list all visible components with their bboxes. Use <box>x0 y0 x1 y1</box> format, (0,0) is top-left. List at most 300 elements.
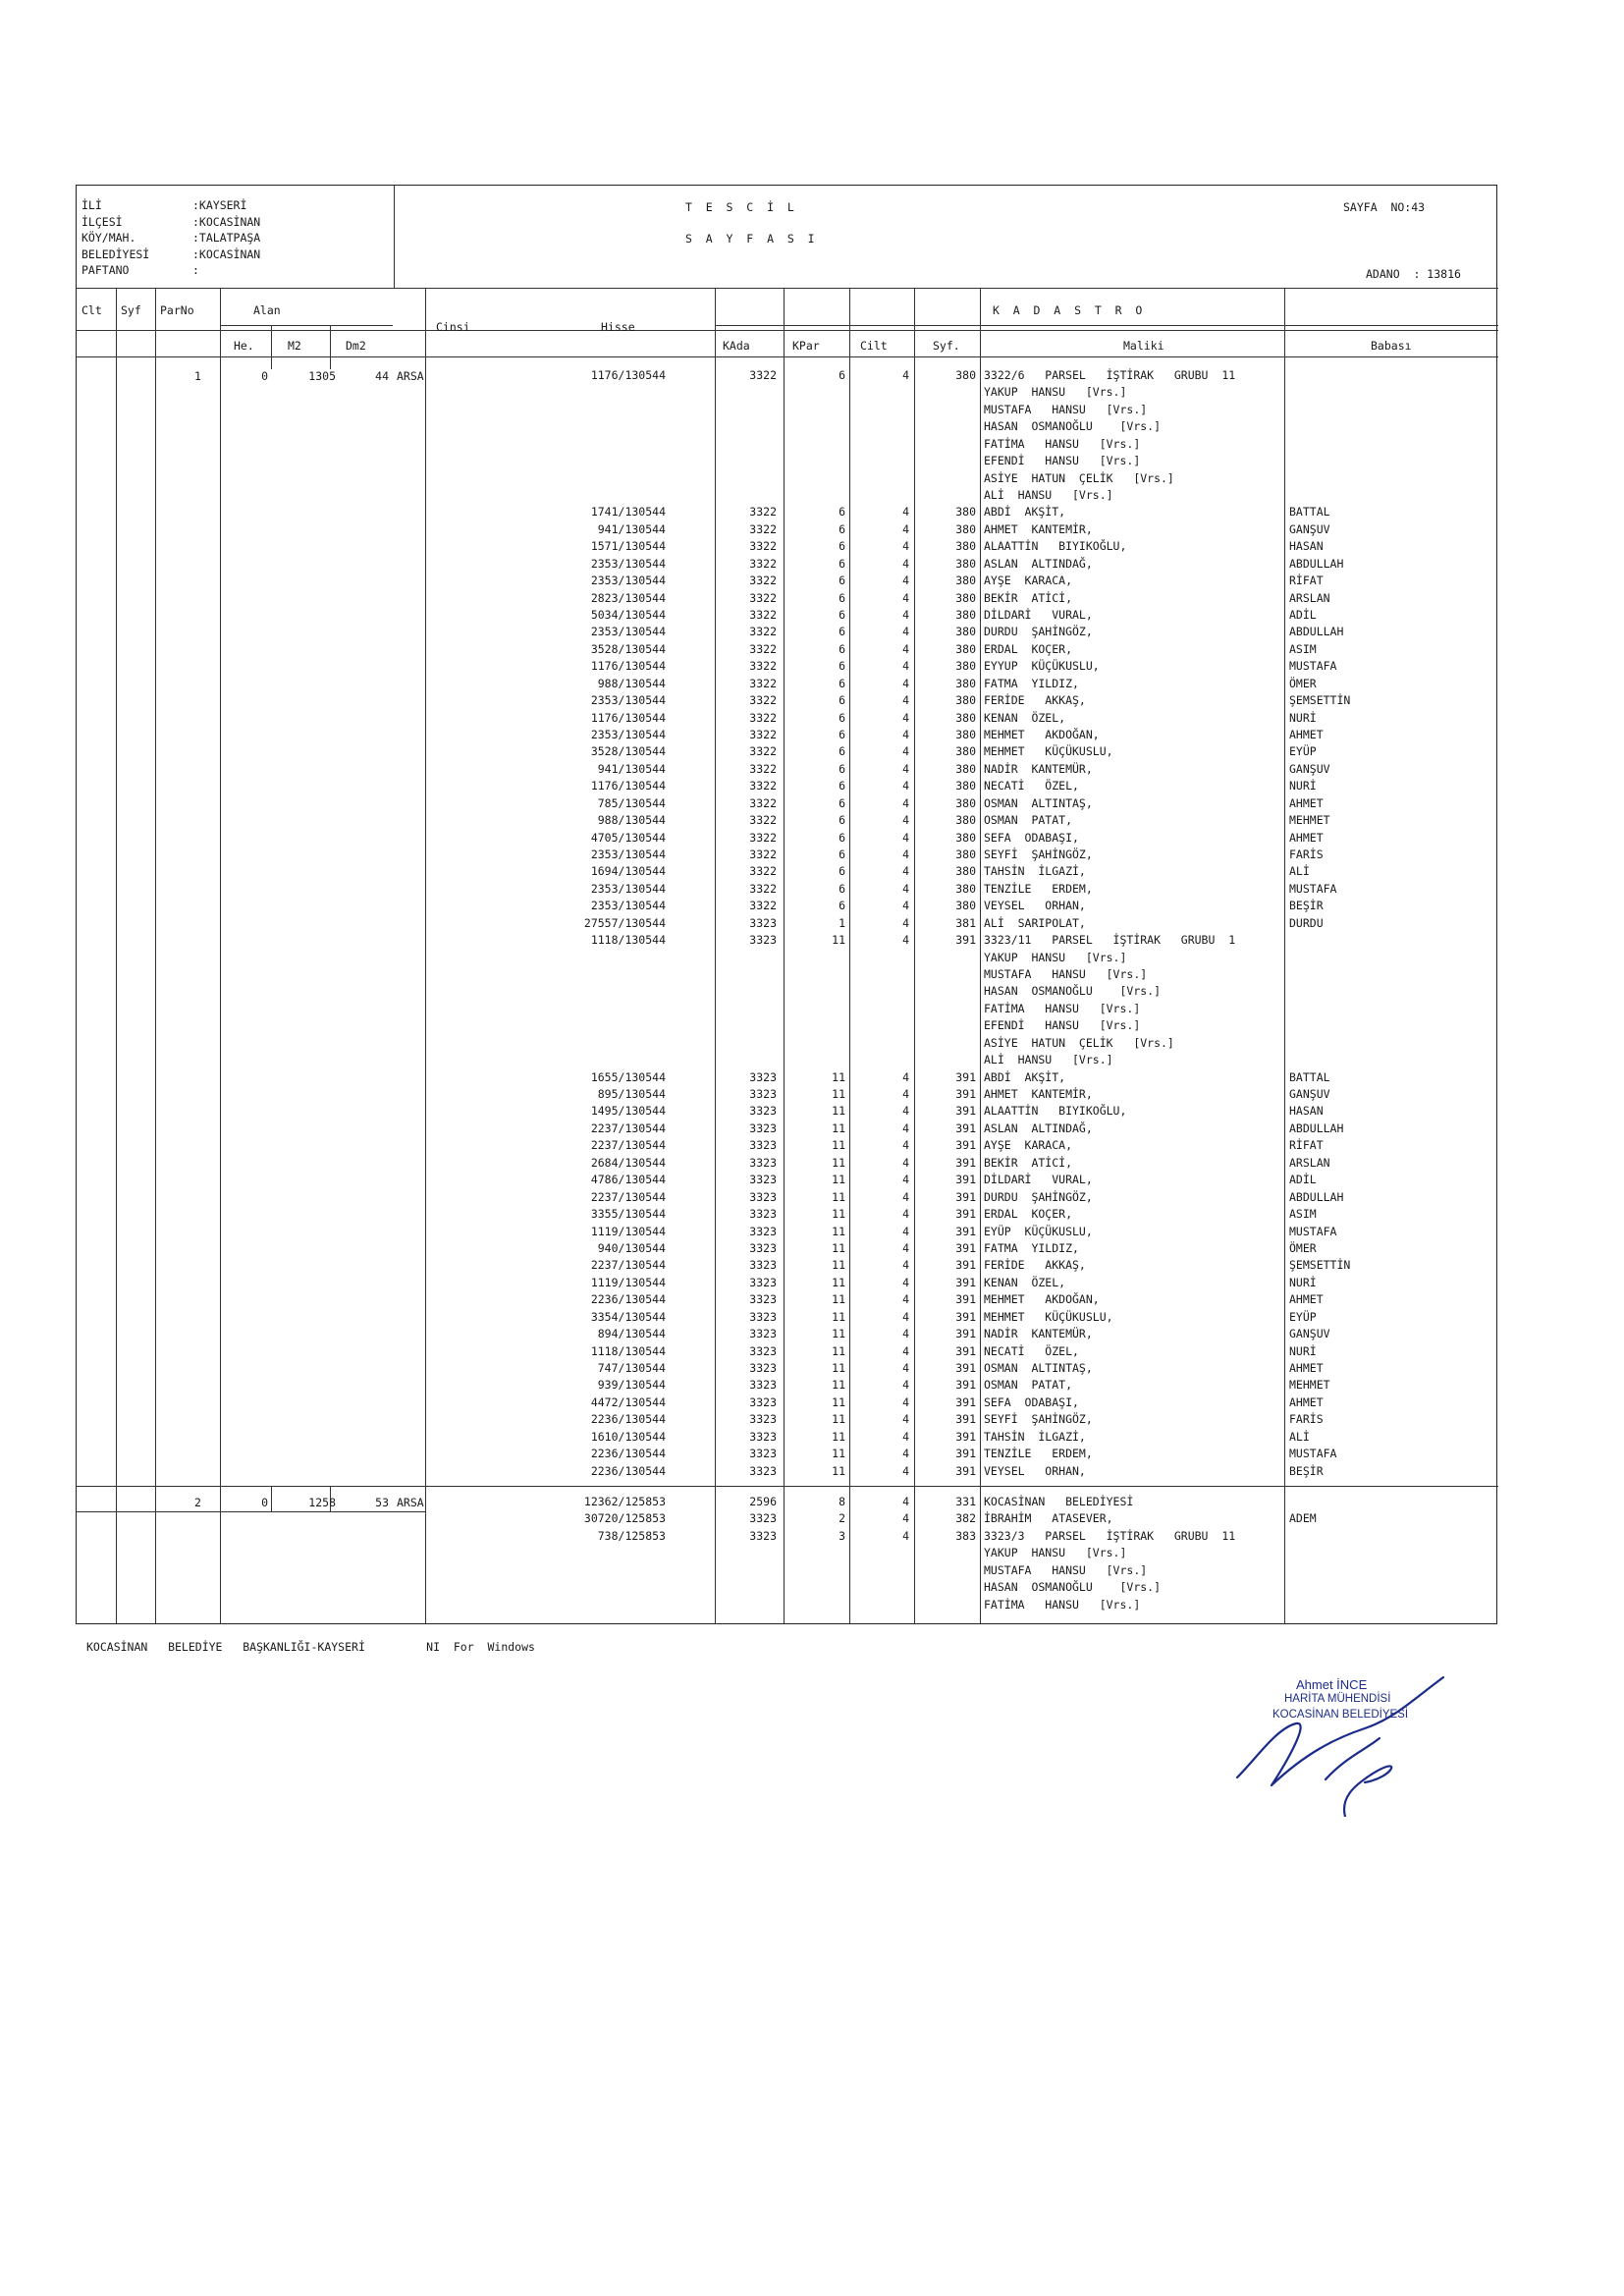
syf-cell: 380 <box>955 521 976 536</box>
cilt-cell: 4 <box>902 539 909 554</box>
kada-cell: 3323 <box>749 1189 777 1204</box>
hisse-cell: 1741/130544 <box>590 505 666 519</box>
maliki-cell: MUSTAFA HANSU [Vrs.] <box>984 967 1148 982</box>
maliki-cell: VEYSEL ORHAN, <box>984 899 1086 913</box>
babasi-cell: ŞEMSETTİN <box>1289 1258 1351 1273</box>
cilt-cell: 4 <box>902 1360 909 1375</box>
maliki-cell: KENAN ÖZEL, <box>984 1275 1066 1289</box>
kada-cell: 3322 <box>749 744 777 759</box>
title-tescil: T E S C İ L <box>685 200 794 214</box>
syf-cell: 380 <box>955 641 976 656</box>
signature-stamp <box>1218 1669 1473 1817</box>
col-cinsi: Cinsi <box>436 320 470 334</box>
kada-cell: 3322 <box>749 659 777 674</box>
babasi-cell: ASIM <box>1289 1207 1317 1222</box>
babasi-cell: RİFAT <box>1289 1138 1324 1153</box>
cilt-cell: 4 <box>902 728 909 742</box>
maliki-cell: DİLDARİ VURAL, <box>984 1173 1093 1187</box>
kada-cell: 3323 <box>749 1240 777 1255</box>
maliki-cell: OSMAN ALTINTAŞ, <box>984 795 1093 810</box>
table-row <box>77 932 1498 949</box>
maliki-cell: SEYFİ ŞAHİNGÖZ, <box>984 1412 1093 1427</box>
table-row <box>77 658 1498 675</box>
babasi-cell: MUSTAFA <box>1289 881 1337 896</box>
kpar-cell: 11 <box>832 1343 845 1358</box>
kpar-cell: 6 <box>839 574 845 588</box>
maliki-cell: ASİYE HATUN ÇELİK [Vrs.] <box>984 1035 1174 1050</box>
location-value: : <box>192 263 199 277</box>
maliki-cell: MEHMET AKDOĞAN, <box>984 1292 1100 1307</box>
kpar-cell: 6 <box>839 505 845 519</box>
syf-cell: 380 <box>955 813 976 828</box>
cilt-cell: 4 <box>902 1138 909 1153</box>
hisse-cell: 1610/130544 <box>590 1429 666 1444</box>
babasi-cell: ÖMER <box>1289 676 1317 690</box>
location-value: :KOCASİNAN <box>192 246 261 261</box>
cilt-cell: 4 <box>902 1275 909 1289</box>
kada-cell: 3323 <box>749 1207 777 1222</box>
table-row <box>77 795 1498 812</box>
cilt-cell: 4 <box>902 1258 909 1273</box>
col-cilt: Cilt <box>860 339 888 353</box>
syf-cell: 380 <box>955 608 976 623</box>
hisse-cell: 2823/130544 <box>590 590 666 605</box>
table-row <box>77 966 1498 983</box>
syf-cell: 391 <box>955 1463 976 1478</box>
kada-cell: 3322 <box>749 521 777 536</box>
parcel1-m2: 1305 <box>308 369 336 383</box>
babasi-cell: RİFAT <box>1289 574 1324 588</box>
syf-cell: 380 <box>955 847 976 862</box>
hisse-cell: 1176/130544 <box>590 779 666 793</box>
hisse-cell: 939/130544 <box>597 1378 666 1393</box>
hisse-cell: 894/130544 <box>597 1327 666 1341</box>
hisse-cell: 941/130544 <box>597 521 666 536</box>
maliki-cell: İBRAHİM ATASEVER, <box>984 1511 1113 1526</box>
syf-cell: 391 <box>955 1343 976 1358</box>
babasi-cell: ADEM <box>1289 1511 1317 1526</box>
kada-cell: 3323 <box>749 1463 777 1478</box>
hisse-cell: 1571/130544 <box>590 539 666 554</box>
kada-cell: 3322 <box>749 693 777 708</box>
kada-cell: 3323 <box>749 1155 777 1170</box>
kada-cell: 3322 <box>749 779 777 793</box>
kpar-cell: 6 <box>839 881 845 896</box>
alan-sub-divider <box>220 325 393 326</box>
kpar-cell: 6 <box>839 608 845 623</box>
kada-cell: 3322 <box>749 608 777 623</box>
cilt-cell: 4 <box>902 1155 909 1170</box>
table-row <box>77 1343 1498 1360</box>
table-row <box>77 1224 1498 1240</box>
kpar-cell: 11 <box>832 1224 845 1238</box>
kpar-cell: 6 <box>839 847 845 862</box>
cilt-cell: 4 <box>902 710 909 725</box>
table-row <box>77 1035 1498 1052</box>
babasi-cell: AHMET <box>1289 1292 1324 1307</box>
kpar-cell: 11 <box>832 1292 845 1307</box>
maliki-cell: ALİ HANSU [Vrs.] <box>984 1053 1113 1067</box>
table-row <box>77 1189 1498 1206</box>
kada-cell: 3323 <box>749 1378 777 1393</box>
syf-cell: 391 <box>955 1412 976 1427</box>
kpar-cell: 11 <box>832 1138 845 1153</box>
cilt-cell: 4 <box>902 368 909 382</box>
kada-cell: 3322 <box>749 368 777 382</box>
babasi-cell: ARSLAN <box>1289 590 1330 605</box>
hisse-cell: 1655/130544 <box>590 1069 666 1084</box>
kada-cell: 3323 <box>749 1087 777 1102</box>
kada-cell: 3323 <box>749 1275 777 1289</box>
cilt-cell: 4 <box>902 590 909 605</box>
kada-cell: 3322 <box>749 676 777 690</box>
table-row <box>77 898 1498 914</box>
syf-cell: 380 <box>955 368 976 382</box>
hisse-cell: 895/130544 <box>597 1087 666 1102</box>
table-row <box>77 915 1498 932</box>
kada-cell: 3322 <box>749 899 777 913</box>
syf-cell: 391 <box>955 1378 976 1393</box>
kpar-cell: 11 <box>832 1240 845 1255</box>
syf-cell: 391 <box>955 1327 976 1341</box>
kada-cell: 3323 <box>749 1292 777 1307</box>
maliki-cell: SEFA ODABAŞI, <box>984 1394 1079 1409</box>
table-row <box>77 1394 1498 1411</box>
maliki-cell: ERDAL KOÇER, <box>984 1207 1073 1222</box>
table-row <box>77 367 1498 384</box>
maliki-cell: TENZİLE ERDEM, <box>984 881 1093 896</box>
babasi-cell: DURDU <box>1289 915 1324 930</box>
kada-cell: 3322 <box>749 556 777 571</box>
kada-cell: 3322 <box>749 590 777 605</box>
table-row <box>77 556 1498 573</box>
col-kpar: KPar <box>792 339 820 353</box>
babasi-cell: BEŞİR <box>1289 1463 1324 1478</box>
location-value: :KOCASİNAN <box>192 214 261 229</box>
cilt-cell: 4 <box>902 881 909 896</box>
maliki-cell: NECATİ ÖZEL, <box>984 1343 1079 1358</box>
cilt-cell: 4 <box>902 915 909 930</box>
table-row <box>77 504 1498 520</box>
babasi-cell: GANŞUV <box>1289 1087 1330 1102</box>
cilt-cell: 4 <box>902 641 909 656</box>
kada-cell: 3322 <box>749 505 777 519</box>
maliki-cell: OSMAN PATAT, <box>984 813 1073 828</box>
table-row <box>77 418 1498 435</box>
babasi-cell: BEŞİR <box>1289 899 1324 913</box>
table-row <box>77 1017 1498 1034</box>
kpar-cell: 11 <box>832 1327 845 1341</box>
kada-cell: 3322 <box>749 847 777 862</box>
syf-cell: 391 <box>955 1224 976 1238</box>
cilt-cell: 4 <box>902 1429 909 1444</box>
kada-cell: 3322 <box>749 641 777 656</box>
table-row <box>77 1275 1498 1291</box>
col-m2: M2 <box>288 339 301 353</box>
table-row <box>77 1069 1498 1086</box>
maliki-cell: ALAATTİN BIYIKOĞLU, <box>984 1104 1127 1119</box>
kpar-cell: 6 <box>839 659 845 674</box>
kada-cell: 3322 <box>749 728 777 742</box>
cilt-cell: 4 <box>902 693 909 708</box>
table-row <box>77 1257 1498 1274</box>
babasi-cell: ADİL <box>1289 1173 1317 1187</box>
hisse-cell: 2237/130544 <box>590 1138 666 1153</box>
maliki-cell: MUSTAFA HANSU [Vrs.] <box>984 402 1148 416</box>
hisse-cell: 1176/130544 <box>590 659 666 674</box>
table-row <box>77 863 1498 880</box>
kpar-cell: 6 <box>839 590 845 605</box>
hisse-cell: 2236/130544 <box>590 1447 666 1461</box>
table-row <box>77 881 1498 898</box>
maliki-cell: NADİR KANTEMÜR, <box>984 761 1093 776</box>
cilt-cell: 4 <box>902 1309 909 1324</box>
hisse-cell: 1495/130544 <box>590 1104 666 1119</box>
maliki-cell: HASAN OSMANOĞLU [Vrs.] <box>984 1580 1162 1595</box>
col-parno: ParNo <box>160 303 194 317</box>
maliki-cell: EYÜP KÜÇÜKUSLU, <box>984 1224 1093 1238</box>
cilt-cell: 4 <box>902 899 909 913</box>
syf-cell: 383 <box>955 1528 976 1543</box>
kpar-cell: 11 <box>832 1275 845 1289</box>
cilt-cell: 4 <box>902 1207 909 1222</box>
maliki-cell: YAKUP HANSU [Vrs.] <box>984 385 1127 400</box>
babasi-cell: ABDULLAH <box>1289 625 1344 639</box>
kpar-cell: 6 <box>839 625 845 639</box>
table-row <box>77 487 1498 504</box>
hisse-cell: 785/130544 <box>597 795 666 810</box>
hisse-cell: 2236/130544 <box>590 1412 666 1427</box>
syf-cell: 380 <box>955 710 976 725</box>
babasi-cell: EYÜP <box>1289 1309 1317 1324</box>
hisse-cell: 4705/130544 <box>590 830 666 845</box>
kpar-cell: 8 <box>839 1495 845 1508</box>
maliki-cell: NADİR KANTEMÜR, <box>984 1327 1093 1341</box>
cilt-cell: 4 <box>902 521 909 536</box>
kpar-cell: 11 <box>832 1207 845 1222</box>
babasi-cell: ASIM <box>1289 641 1317 656</box>
cilt-cell: 4 <box>902 608 909 623</box>
parcel-divider <box>77 1486 1498 1487</box>
kpar-cell: 11 <box>832 1447 845 1461</box>
syf-cell: 391 <box>955 1121 976 1135</box>
syf-cell: 380 <box>955 899 976 913</box>
table-row <box>77 692 1498 709</box>
column-line <box>330 325 331 369</box>
babasi-cell: NURİ <box>1289 710 1317 725</box>
hisse-cell: 3528/130544 <box>590 744 666 759</box>
table-row <box>77 402 1498 418</box>
table-row <box>77 641 1498 658</box>
syf-cell: 391 <box>955 1309 976 1324</box>
ada-number: ADANO : 13816 <box>1366 267 1461 281</box>
col-kada: KAda <box>723 339 750 353</box>
cilt-cell: 4 <box>902 1412 909 1427</box>
maliki-cell: VEYSEL ORHAN, <box>984 1463 1086 1478</box>
kpar-cell: 11 <box>832 1121 845 1135</box>
babasi-cell: AHMET <box>1289 1394 1324 1409</box>
syf-cell: 391 <box>955 1069 976 1084</box>
syf-cell: 391 <box>955 1360 976 1375</box>
table-row <box>77 1206 1498 1223</box>
syf-cell: 391 <box>955 1258 976 1273</box>
table-row <box>77 1545 1498 1561</box>
kada-cell: 3323 <box>749 1528 777 1543</box>
syf-cell: 380 <box>955 779 976 793</box>
maliki-cell: KOCASİNAN BELEDİYESİ <box>984 1495 1134 1508</box>
cilt-cell: 4 <box>902 1511 909 1526</box>
table-row <box>77 1309 1498 1326</box>
maliki-cell: ERDAL KOÇER, <box>984 641 1073 656</box>
kada-cell: 3322 <box>749 539 777 554</box>
cilt-cell: 4 <box>902 659 909 674</box>
maliki-cell: TAHSİN İLGAZİ, <box>984 864 1086 879</box>
parcel2-he: 0 <box>261 1496 268 1509</box>
location-label: KÖY/MAH. <box>81 231 136 245</box>
maliki-cell: KENAN ÖZEL, <box>984 710 1066 725</box>
kada-cell: 3323 <box>749 1327 777 1341</box>
babasi-cell: ŞEMSETTİN <box>1289 693 1351 708</box>
col-syf2: Syf. <box>933 339 960 353</box>
babasi-cell: MEHMET <box>1289 813 1330 828</box>
maliki-cell: OSMAN PATAT, <box>984 1378 1073 1393</box>
stamp-title: HARİTA MÜHENDİSİ <box>1284 1693 1391 1705</box>
maliki-cell: ASLAN ALTINDAĞ, <box>984 1121 1093 1135</box>
babasi-cell: NURİ <box>1289 779 1317 793</box>
kada-cell: 3322 <box>749 864 777 879</box>
cilt-cell: 4 <box>902 795 909 810</box>
hisse-cell: 1694/130544 <box>590 864 666 879</box>
maliki-cell: 3323/11 PARSEL İŞTİRAK GRUBU 1 <box>984 933 1236 948</box>
col-syf: Syf <box>121 303 141 317</box>
table-row <box>77 830 1498 847</box>
kada-cell: 3323 <box>749 1258 777 1273</box>
col-dm2: Dm2 <box>346 339 366 353</box>
col-maliki: Maliki <box>1123 339 1164 353</box>
babasi-cell: ALİ <box>1289 1429 1310 1444</box>
babasi-cell: ABDULLAH <box>1289 1189 1344 1204</box>
table-row <box>77 590 1498 607</box>
hisse-cell: 988/130544 <box>597 813 666 828</box>
babasi-cell: BATTAL <box>1289 505 1330 519</box>
hisse-cell: 2237/130544 <box>590 1121 666 1135</box>
babasi-cell: ARSLAN <box>1289 1155 1330 1170</box>
kada-cell: 3322 <box>749 881 777 896</box>
kada-cell: 3323 <box>749 1394 777 1409</box>
table-row <box>77 1001 1498 1017</box>
babasi-cell: MUSTAFA <box>1289 1447 1337 1461</box>
babasi-cell: GANŞUV <box>1289 1327 1330 1341</box>
kada-cell: 3322 <box>749 813 777 828</box>
syf-cell: 380 <box>955 590 976 605</box>
kpar-cell: 11 <box>832 1155 845 1170</box>
syf-cell: 391 <box>955 933 976 948</box>
syf-cell: 391 <box>955 1104 976 1119</box>
hisse-cell: 4786/130544 <box>590 1173 666 1187</box>
hisse-cell: 940/130544 <box>597 1240 666 1255</box>
hisse-cell: 12362/125853 <box>583 1495 666 1508</box>
table-row <box>77 847 1498 863</box>
cilt-cell: 4 <box>902 761 909 776</box>
kada-cell: 3323 <box>749 1309 777 1324</box>
maliki-cell: NECATİ ÖZEL, <box>984 779 1079 793</box>
kpar-cell: 11 <box>832 1394 845 1409</box>
kpar-cell: 6 <box>839 864 845 879</box>
parcel2-dm2: 53 <box>375 1496 389 1509</box>
maliki-cell: YAKUP HANSU [Vrs.] <box>984 1546 1127 1560</box>
cilt-cell: 4 <box>902 676 909 690</box>
hisse-cell: 3528/130544 <box>590 641 666 656</box>
table-row <box>77 1137 1498 1154</box>
table-row <box>77 1240 1498 1257</box>
col-he: He. <box>234 339 254 353</box>
cilt-cell: 4 <box>902 1343 909 1358</box>
cilt-cell: 4 <box>902 574 909 588</box>
hisse-cell: 1118/130544 <box>590 933 666 948</box>
table-row <box>77 624 1498 640</box>
kada-cell: 3322 <box>749 710 777 725</box>
kpar-cell: 2 <box>839 1511 845 1526</box>
table-row <box>77 607 1498 624</box>
syf-cell: 331 <box>955 1495 976 1508</box>
maliki-cell: ALİ HANSU [Vrs.] <box>984 488 1113 502</box>
syf-cell: 380 <box>955 761 976 776</box>
kpar-cell: 11 <box>832 1189 845 1204</box>
maliki-cell: SEFA ODABAŞI, <box>984 830 1079 845</box>
table-row <box>77 1510 1498 1527</box>
cilt-cell: 4 <box>902 830 909 845</box>
hisse-cell: 1119/130544 <box>590 1224 666 1238</box>
hisse-cell: 747/130544 <box>597 1360 666 1375</box>
kada-cell: 3322 <box>749 795 777 810</box>
maliki-cell: TAHSİN İLGAZİ, <box>984 1429 1086 1444</box>
syf-cell: 391 <box>955 1173 976 1187</box>
location-label: İLÇESİ <box>81 214 123 229</box>
syf-cell: 391 <box>955 1240 976 1255</box>
table-row <box>77 1494 1498 1510</box>
hisse-cell: 2684/130544 <box>590 1155 666 1170</box>
table-row <box>77 573 1498 589</box>
maliki-cell: SEYFİ ŞAHİNGÖZ, <box>984 847 1093 862</box>
table-row <box>77 1597 1498 1613</box>
location-value: :KAYSERİ <box>192 198 247 212</box>
kpar-cell: 6 <box>839 761 845 776</box>
syf-cell: 391 <box>955 1429 976 1444</box>
maliki-cell: FERİDE AKKAŞ, <box>984 1258 1086 1273</box>
cilt-cell: 4 <box>902 625 909 639</box>
hisse-cell: 2353/130544 <box>590 625 666 639</box>
col-kadastro: K A D A S T R O <box>993 303 1143 317</box>
table-row <box>77 1103 1498 1120</box>
cilt-cell: 4 <box>902 556 909 571</box>
column-line <box>271 325 272 369</box>
kpar-cell: 3 <box>839 1528 845 1543</box>
kada-cell: 3323 <box>749 1429 777 1444</box>
col-hisse: Hisse <box>601 320 635 334</box>
table-row <box>77 1086 1498 1103</box>
syf-cell: 380 <box>955 625 976 639</box>
cilt-cell: 4 <box>902 1240 909 1255</box>
syf-cell: 380 <box>955 830 976 845</box>
syf-cell: 391 <box>955 1087 976 1102</box>
table-row <box>77 1377 1498 1394</box>
syf-cell: 391 <box>955 1138 976 1153</box>
syf-cell: 391 <box>955 1292 976 1307</box>
kada-cell: 3323 <box>749 1104 777 1119</box>
table-row <box>77 812 1498 829</box>
hisse-cell: 738/125853 <box>597 1528 666 1543</box>
kpar-cell: 6 <box>839 676 845 690</box>
